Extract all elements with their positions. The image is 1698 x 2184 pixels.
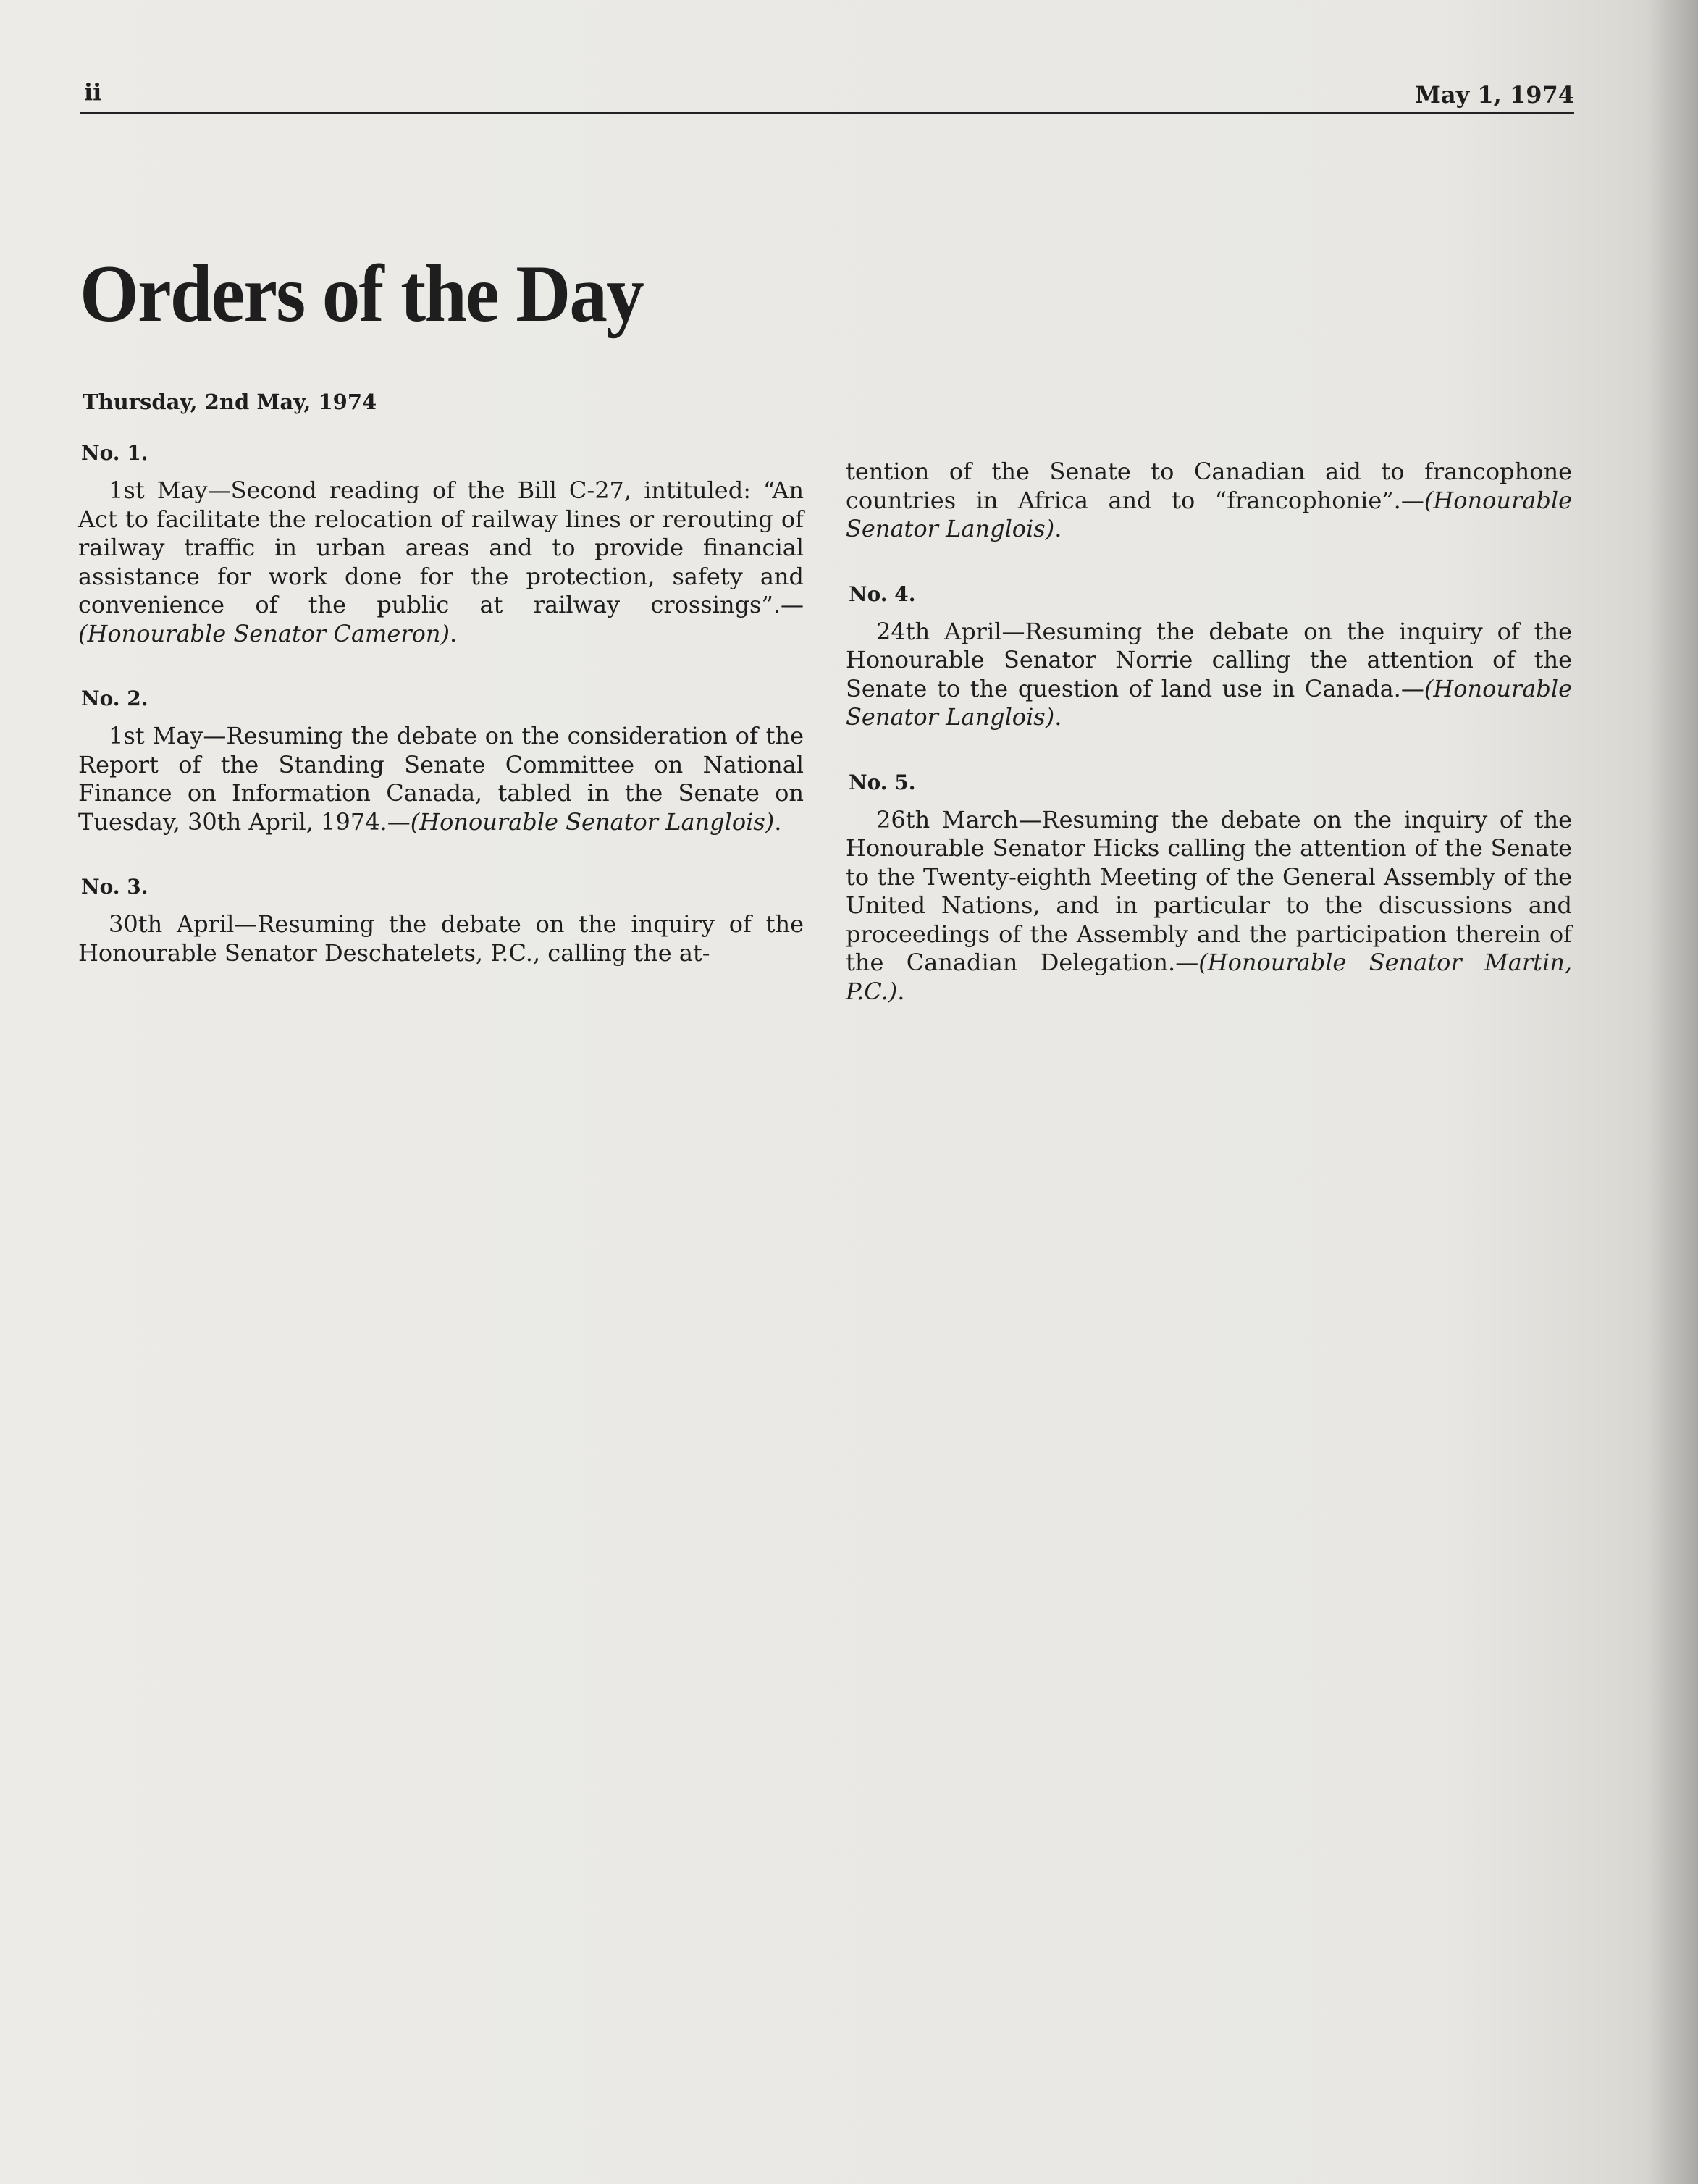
item-text (846, 806, 1572, 1007)
left-column (78, 440, 804, 1005)
item-reference: (Honourable Senator Langlois) (846, 486, 1572, 542)
order-item-3 (78, 874, 804, 967)
page-title: Orders of the Day (80, 249, 643, 339)
item-reference: (Honourable Senator Martin, P.C.) (846, 949, 1572, 1005)
item-body: 1st May—Second reading of the Bill C-27, intituled: “An Act to facilitate the relocation of railway lines or rerouting of railway traffic in urban areas and to provide financial assistance for work done for the protection, safety and convenience of the public at railway crossings”.— (78, 476, 804, 618)
item-end: . (774, 807, 782, 836)
order-item-2 (78, 686, 804, 836)
item-text (846, 618, 1572, 732)
item-end: . (897, 977, 905, 1005)
item-number: No. 3. (81, 875, 148, 899)
item-end: . (1054, 703, 1062, 731)
item-reference: (Honourable Senator Cameron) (78, 619, 450, 647)
item-3-continuation (846, 458, 1572, 544)
item-body: 24th April—Resuming the debate on the inquiry of the Honourable Senator Norrie calling the attention of the Senate to the question of land use in Canada.— (846, 617, 1572, 702)
right-column (846, 458, 1572, 1043)
item-number: No. 2. (81, 686, 148, 710)
page-number: ii (84, 78, 102, 106)
item-body: 30th April—Resuming the debate on the inquiry of the Honourable Senator Deschatelets, P.C., calling the at- (78, 910, 804, 967)
item-number: No. 5. (849, 770, 916, 794)
header-date: May 1, 1974 (1415, 81, 1574, 109)
item-text (78, 476, 804, 648)
order-item-4 (846, 581, 1572, 732)
item-reference: (Honourable Senator Langlois) (846, 674, 1572, 731)
item-number: No. 4. (849, 581, 916, 606)
order-item-5 (846, 770, 1572, 1007)
page-spine-shadow (1647, 0, 1698, 2184)
header-rule (80, 112, 1574, 114)
item-text (78, 722, 804, 836)
item-number: No. 1. (81, 441, 148, 465)
item-end: . (1054, 515, 1062, 542)
item-reference: (Honourable Senator Langlois) (410, 807, 775, 836)
order-item-1 (78, 440, 804, 648)
item-body: 26th March—Resuming the debate on the inquiry of the Honourable Senator Hicks calling the attention of the Senate to the Twenty-eighth Meeting of the General Assembly of the United Nations, and in particular to the discussions and proceedings of the Assembly and the participation therein of the Canadian Delegation.— (846, 805, 1572, 976)
sitting-date: Thursday, 2nd May, 1974 (83, 390, 377, 414)
item-body: 1st May—Resuming the debate on the consideration of the Report of the Standing Senate Committee on National Finance on Information Canada, tabled in the Senate on Tuesday, 30th April, 1974.— (78, 722, 804, 836)
item-end: . (449, 619, 458, 647)
item-body: tention of the Senate to Canadian aid to francophone countries in Africa and to “francophonie”.— (846, 458, 1572, 514)
item-text (78, 910, 804, 967)
